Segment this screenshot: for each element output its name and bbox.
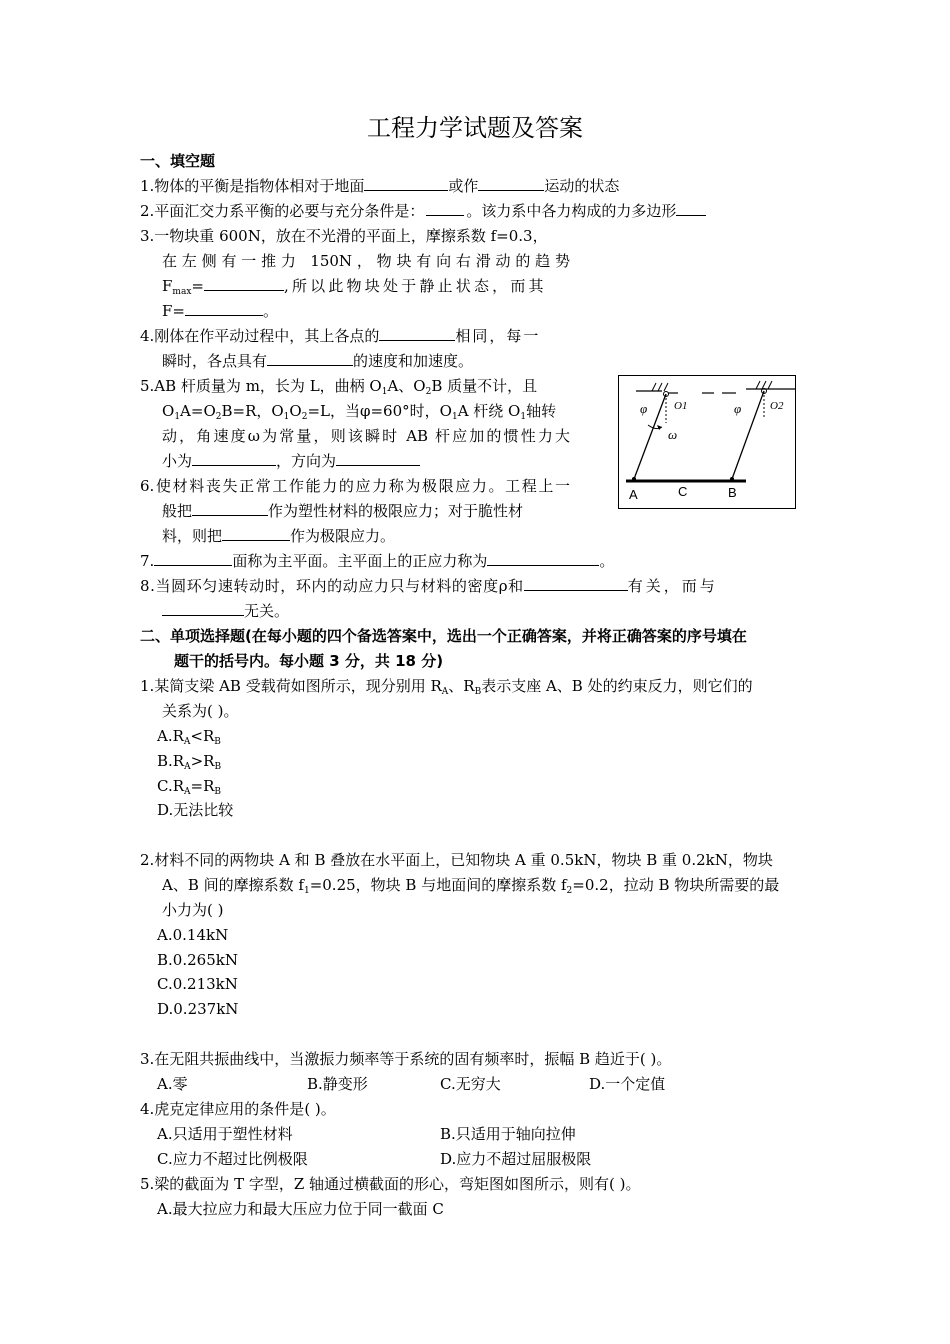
choice-question-4: 4.虎克定律应用的条件是( )。: [140, 1100, 336, 1118]
q5-t9: A 杆绕 O: [457, 402, 521, 420]
q7-t2: 面称为主平面。主平面上的正应力称为: [232, 552, 488, 570]
choice-3-option-d: D.一个定值: [589, 1075, 666, 1093]
section-heading-choice-line-2: 题干的括号内。每小题 3 分，共 18 分): [174, 652, 444, 670]
opt-text: C.R: [157, 777, 185, 795]
q6-t1: 般把: [162, 502, 193, 520]
q3-sub-max: max: [172, 287, 192, 297]
opt-sub: B: [214, 787, 222, 797]
answer-blank: [426, 201, 464, 216]
q5-t7: O: [289, 402, 302, 420]
answer-blank: [192, 451, 276, 466]
answer-blank: [478, 176, 544, 191]
q3-eq: =: [191, 277, 204, 295]
answer-blank: [524, 576, 628, 591]
cq2-t3: =0.2，拉动 B 物块所需要的最: [572, 876, 780, 894]
label-omega: ω: [668, 427, 678, 442]
cq2-s2: 2: [566, 886, 573, 896]
q5-t8: =L，当φ=60°时，O: [307, 402, 452, 420]
page-title: 工程力学试题及答案: [367, 114, 583, 142]
opt-sub: A: [184, 787, 191, 797]
fill-question-3-line-4: [162, 301, 278, 321]
fill-question-5-line-4: [162, 451, 420, 471]
cq1-s1: A: [441, 687, 449, 697]
opt-sub: B: [214, 737, 221, 747]
q5-s7: 1: [451, 412, 458, 422]
q3-text-c: ,所以此物块处于静止状态，而其: [283, 277, 547, 295]
q3-f2: F=: [162, 302, 185, 320]
answer-blank: [336, 451, 420, 466]
choice-question-2-line-2: [162, 875, 779, 895]
fill-question-7: [140, 551, 614, 571]
q6-t4: 作为极限应力。: [290, 527, 396, 545]
fill-question-3-line-3: [162, 276, 570, 296]
q5-t2: A、O: [387, 377, 426, 395]
fill-question-3-line-2: 在左侧有一推力 150N，物块有向右滑动的趋势: [162, 252, 570, 270]
q5-s8: 1: [520, 412, 527, 422]
fill-question-2: [140, 201, 706, 221]
q4-text-d: 的速度和加速度。: [353, 352, 474, 370]
fill-question-5-line-1: [140, 376, 537, 396]
mechanism-figure: [618, 375, 796, 509]
q4-text-c: 瞬时，各点具有: [162, 352, 268, 370]
choice-question-2-line-1: 2.材料不同的两物块 A 和 B 叠放在水平面上，已知物块 A 重 0.5kN，物块 B 重 0.2kN，物块: [140, 851, 773, 869]
label-c: C: [678, 484, 688, 499]
q5-s1: 1: [381, 387, 388, 397]
answer-blank: [154, 551, 232, 566]
cq1-t3: 表示支座 A、B 处的约束反力，则它们的: [481, 677, 753, 695]
opt-sub: B: [214, 762, 222, 772]
q3-f: F: [162, 277, 173, 295]
q1-text-b: 或作: [448, 177, 479, 195]
choice-5-option-a: A.最大拉应力和最大压应力位于同一截面 C: [157, 1200, 444, 1218]
q7-t3: 。: [599, 552, 615, 570]
q4-text-a: 4.刚体在作平动过程中，其上各点的: [140, 327, 380, 345]
q5-t6: B=R，O: [221, 402, 284, 420]
answer-blank: [204, 276, 284, 291]
answer-blank: [162, 601, 244, 616]
choice-4-option-c: C.应力不超过比例极限: [157, 1150, 308, 1168]
fill-question-6-line-2: [162, 501, 523, 521]
omega-arrow-head: [657, 425, 662, 430]
cq2-t2: =0.25，物块 B 与地面间的摩擦系数 f: [309, 876, 567, 894]
q5-s5: 1: [283, 412, 290, 422]
label-phi-1: φ: [640, 401, 648, 416]
q4-text-b: 相同，每一: [455, 327, 541, 345]
choice-2-option-c: C.0.213kN: [157, 975, 238, 993]
choice-4-option-a: A.只适用于塑性材料: [157, 1125, 293, 1143]
q8-t1: 8.当圆环匀速转动时，环内的动应力只与材料的密度ρ和: [140, 577, 524, 595]
choice-question-1-line-2: 关系为( )。: [162, 702, 239, 720]
crank-o1a: [634, 394, 666, 479]
q5-s2: 2: [425, 387, 432, 397]
label-a: A: [629, 487, 638, 502]
fill-question-4-line-1: [140, 326, 540, 346]
choice-1-option-d: D.无法比较: [157, 801, 234, 819]
label-o2: O2: [770, 400, 784, 412]
choice-3-option-b: B.静变形: [307, 1075, 368, 1093]
q8-t2: 有关，而与: [627, 577, 718, 595]
opt-text: B.R: [157, 752, 185, 770]
choice-2-option-b: B.0.265kN: [157, 951, 238, 969]
choice-question-2-line-3: 小力为( ): [162, 901, 224, 919]
label-phi-2: φ: [734, 401, 742, 416]
fill-question-5-line-2: [162, 401, 556, 421]
fill-question-6-line-1: 6.使材料丧失正常工作能力的应力称为极限应力。工程上一: [140, 477, 570, 495]
q5-t3: B 质量不计，且: [431, 377, 538, 395]
q3-end: 。: [262, 302, 278, 320]
answer-blank: [267, 351, 353, 366]
choice-4-option-d: D.应力不超过屈服极限: [440, 1150, 592, 1168]
choice-1-option-a: [157, 726, 221, 746]
answer-blank: [487, 551, 599, 566]
answer-blank: [379, 326, 455, 341]
opt-op: >R: [190, 752, 215, 770]
answer-blank: [222, 526, 290, 541]
q2-text-b: 。该力系中各力构成的力多边形: [466, 202, 677, 220]
opt-text: A.R: [157, 727, 184, 745]
cq1-t1: 1.某简支梁 AB 受载荷如图所示，现分别用 R: [140, 677, 442, 695]
q5-t11: 小为: [162, 452, 193, 470]
q8-t3: 无关。: [244, 602, 290, 620]
q5-t4: O: [162, 402, 175, 420]
opt-op: =R: [190, 777, 215, 795]
choice-1-option-b: [157, 751, 221, 771]
answer-blank: [185, 301, 263, 316]
cq2-t1: A、B 间的摩擦系数 f: [162, 876, 304, 894]
choice-3-option-a: A.零: [157, 1075, 188, 1093]
fill-question-3-line-1: 3.一物块重 600N，放在不光滑的平面上，摩擦系数 f=0.3，: [140, 227, 548, 245]
choice-4-option-b: B.只适用于轴向拉伸: [440, 1125, 576, 1143]
opt-sub: A: [184, 762, 191, 772]
q2-text-a: 2.平面汇交力系平衡的必要与充分条件是：: [140, 202, 425, 220]
label-o1: O1: [674, 400, 688, 412]
cq1-t2: 、R: [448, 677, 475, 695]
q1-text-c: 运动的状态: [544, 177, 620, 195]
cq1-s2: B: [474, 687, 482, 697]
fill-question-5-line-3: 动，角速度ω为常量，则该瞬时 AB 杆应加的惯性力大: [162, 427, 570, 445]
answer-blank: [676, 201, 706, 216]
fill-question-1: [140, 176, 619, 196]
joint-a: [632, 477, 636, 481]
q6-t2: 作为塑性材料的极限应力；对于脆性材: [268, 502, 524, 520]
q5-s4: 2: [215, 412, 222, 422]
fill-question-8-line-1: [140, 576, 810, 596]
opt-op: <R: [190, 727, 215, 745]
fill-question-8-line-2: [162, 601, 289, 621]
q5-s6: 2: [301, 412, 308, 422]
q5-t12: ，方向为: [276, 452, 337, 470]
answer-blank: [192, 501, 268, 516]
figure-frame: [619, 376, 796, 509]
section-heading-fill: 一、填空题: [140, 152, 216, 170]
choice-1-option-c: [157, 776, 221, 796]
q5-t1: 5.AB 杆质量为 m，长为 L，曲柄 O: [140, 377, 382, 395]
q5-t5: A=O: [180, 402, 216, 420]
choice-question-3: 3.在无阻共振曲线中，当激振力频率等于系统的固有频率时，振幅 B 趋近于( )。: [140, 1050, 672, 1068]
q1-text-a: 1.物体的平衡是指物体相对于地面: [140, 177, 365, 195]
choice-2-option-d: D.0.237kN: [157, 1000, 239, 1018]
choice-2-option-a: A.0.14kN: [157, 926, 229, 944]
cq2-s1: 1: [303, 886, 310, 896]
choice-question-5: 5.梁的截面为 T 字型，Z 轴通过横截面的形心，弯矩图如图所示，则有( )。: [140, 1175, 641, 1193]
q5-s3: 1: [174, 412, 181, 422]
joint-b: [730, 477, 734, 481]
fill-question-6-line-3: [162, 526, 395, 546]
choice-question-1-line-1: [140, 676, 753, 696]
choice-3-option-c: C.无穷大: [440, 1075, 501, 1093]
fill-question-4-line-2: [162, 351, 473, 371]
answer-blank: [364, 176, 448, 191]
label-b: B: [728, 485, 737, 500]
q5-t10: 轴转: [526, 402, 557, 420]
q7-t1: 7.: [140, 552, 155, 570]
q6-t3: 料，则把: [162, 527, 223, 545]
opt-sub: A: [183, 737, 191, 747]
section-heading-choice-line-1: 二、单项选择题(在每小题的四个备选答案中，选出一个正确答案，并将正确答案的序号填在: [140, 627, 747, 645]
